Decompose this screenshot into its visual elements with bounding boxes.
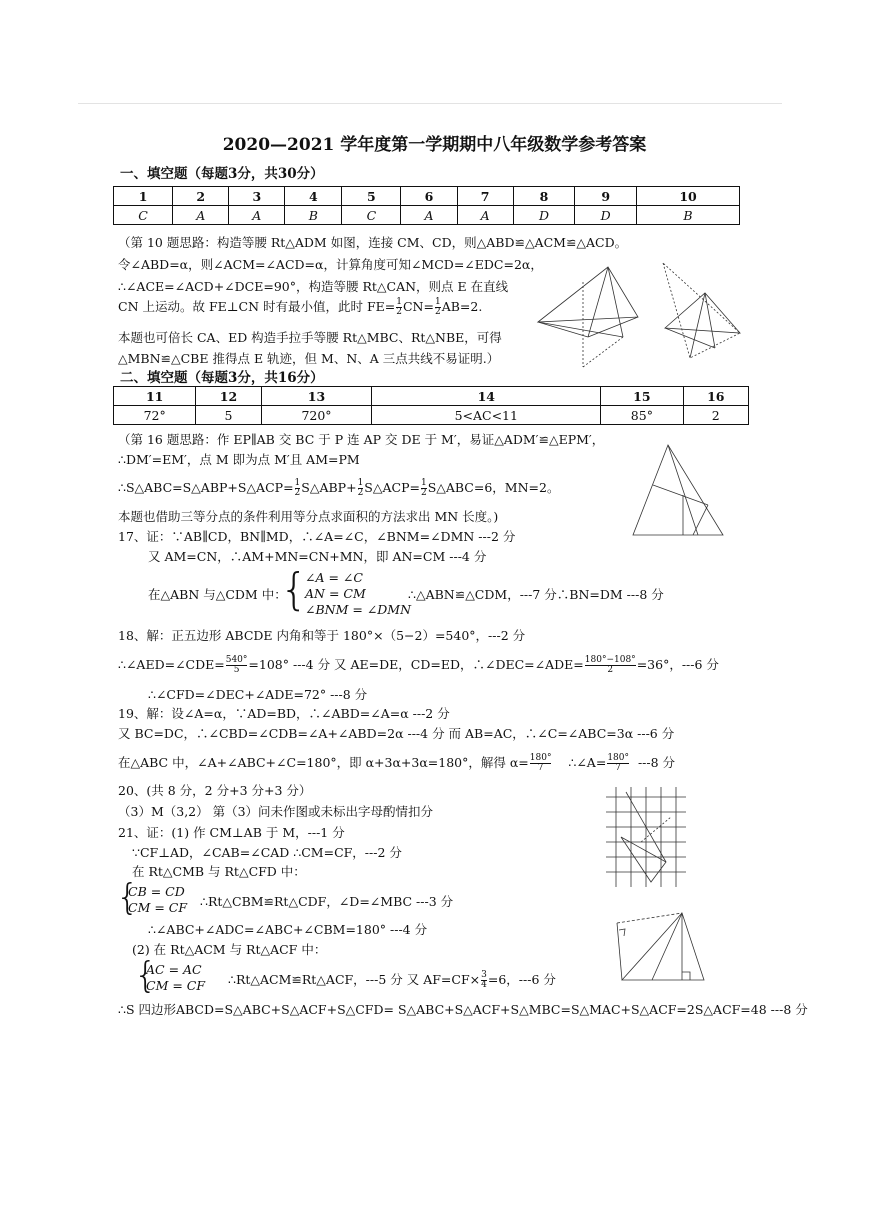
q-num: 3 <box>229 187 285 206</box>
q19-line3: 在△ABC 中，∠A+∠ABC+∠C=180°，即 α+3α+3α=180°，解得 α= $\frac{180^\circ}{7}$ ∴∠A= $\frac{180^\circ}{7}$ ---8 分 <box>118 753 676 773</box>
q-answer: 5<AC<11 <box>372 406 601 425</box>
note-10-line2: 令∠ABD=α，则∠ACM=∠ACD=α，计算角度可知∠MCD=∠EDC=2α， <box>118 257 543 272</box>
q21-line7: ∴Rt△ACM≌Rt△ACF，---5 分 又 AF=CF× $\frac{3}{4}$ =6，---6 分 <box>228 970 556 990</box>
note-10-line4: CN 上运动。故 FE⊥CN 时有最小值，此时 FE= $\frac{1}{2}$ CN= $\frac{1}{2}$ AB=2. <box>118 297 483 317</box>
q17-line3a: 在△ABN 与△CDM 中： <box>148 587 287 602</box>
q17-line1: 17、证：∵AB∥CD，BN∥MD，∴∠A=∠C，∠BNM=∠DMN ---2 分 <box>118 529 516 544</box>
q21-line1: 21、证：(1) 作 CM⊥AB 于 M，---1 分 <box>118 825 345 840</box>
figure-q20-grid <box>606 787 686 887</box>
q-num: 5 <box>342 187 401 206</box>
q21-line2: ∵CF⊥AD，∠CAB=∠CAD ∴CM=CF，---2 分 <box>132 845 402 860</box>
q-num: 9 <box>575 187 637 206</box>
note-16-line4: 本题也借助三等分点的条件利用等分点求面积的方法求出 MN 长度。) <box>118 509 499 524</box>
q21-line3: 在 Rt△CMB 与 Rt△CFD 中： <box>132 864 306 879</box>
answer-table-2 <box>113 386 749 425</box>
q-num: 16 <box>683 387 748 406</box>
q17-line3b: ∴△ABN≌△CDM，---7 分∴BN=DM ---8 分 <box>408 587 664 602</box>
q-num: 15 <box>601 387 683 406</box>
q-answer: 2 <box>683 406 748 425</box>
q-answer: 5 <box>196 406 261 425</box>
note-16-line3: ∴S△ABC=S△ABP+S△ACP= $\frac{1}{2}$ S△ABP+ $\frac{1}{2}$ S△ACP= $\frac{1}{2}$ S△ABC=6，MN=2。 <box>118 478 560 498</box>
q-num: 1 <box>114 187 173 206</box>
q-answer: C <box>342 206 401 225</box>
note-10-line5: 本题也可倍长 CA、ED 构造手拉手等腰 Rt△MBC、Rt△NBE，可得 <box>118 330 502 345</box>
top-rule <box>78 103 782 104</box>
q-num: 6 <box>401 187 457 206</box>
q21-system2: AC = AC CM = CF <box>146 962 206 993</box>
section-2-heading: 二、填空题（每题3分，共16分） <box>120 370 324 386</box>
answer-table-1 <box>113 186 740 225</box>
q-num: 13 <box>261 387 372 406</box>
brace: { <box>280 564 308 615</box>
q21-line8: ∴S 四边形ABCD=S△ABC+S△ACF+S△CFD= S△ABC+S△ACF+S△MBC=S△MAC+S△ACF=2S△ACF=48 ---8 分 <box>118 1002 808 1017</box>
figure-q10-a <box>528 262 648 372</box>
note-10-line1: （第 10 题思路：构造等腰 Rt△ADM 如图，连接 CM、CD，则△ABD≌△ACM≌△ACD。 <box>118 235 628 250</box>
q19-line2: 又 BC=DC，∴∠CBD=∠CDB=∠A+∠ABD=2α ---4 分 而 AB=AC，∴∠C=∠ABC=3α ---6 分 <box>118 726 675 741</box>
figure-q21 <box>612 908 712 988</box>
q-answer: 85° <box>601 406 683 425</box>
figure-q16 <box>628 440 728 540</box>
q21-line6: (2) 在 Rt△ACM 与 Rt△ACF 中： <box>132 942 327 957</box>
q21-line5: ∴∠ABC+∠ADC=∠ABC+∠CBM=180° ---4 分 <box>148 922 428 937</box>
q20-line2: （3）M（3,2） 第（3）问未作图或未标出字母酌情扣分 <box>118 804 434 819</box>
q-num: 14 <box>372 387 601 406</box>
q19-line1: 19、解：设∠A=α，∵AD=BD，∴∠ABD=∠A=α ---2 分 <box>118 706 450 721</box>
q20-line1: 20、(共 8 分，2 分+3 分+3 分） <box>118 783 312 798</box>
q-answer: B <box>285 206 342 225</box>
q-answer: C <box>114 206 173 225</box>
q18-line2: ∴∠AED=∠CDE= $\frac{540^\circ}{5}$ =108° ---4 分 又 AE=DE，CD=ED，∴∠DEC=∠ADE= $\frac{180^\circ-108^\circ}{2}$ =36°，---6 分 <box>118 655 719 675</box>
brace: { <box>134 955 157 996</box>
figure-q10-b <box>655 258 745 373</box>
page-title: 2020—2021 学年度第一学期期中八年级数学参考答案 <box>222 135 647 155</box>
q-answer: A <box>457 206 513 225</box>
q-answer: D <box>575 206 637 225</box>
note-10-line6: △MBN≌△CBE 推得点 E 轨迹，但 M、N、A 三点共线不易证明.） <box>118 351 500 366</box>
note-16-line1: （第 16 题思路：作 EP∥AB 交 BC 于 P 连 AP 交 DE 于 M′，易证△ADM′≌△EPM′， <box>118 432 605 447</box>
q-answer: A <box>173 206 229 225</box>
q-answer: 720° <box>261 406 372 425</box>
q-answer: A <box>401 206 457 225</box>
q18-line1: 18、解：正五边形 ABCDE 内角和等于 180°×（5−2）=540°，---2 分 <box>118 628 526 643</box>
q-num: 7 <box>457 187 513 206</box>
q-num: 4 <box>285 187 342 206</box>
q-answer: A <box>229 206 285 225</box>
q17-system: ∠A = ∠C AN = CM ∠BNM = ∠DMN <box>305 570 412 617</box>
q-num: 10 <box>637 187 740 206</box>
section-1-heading: 一、填空题（每题3分，共30分） <box>120 166 324 182</box>
brace: { <box>116 877 139 918</box>
q-num: 8 <box>513 187 575 206</box>
q21-line4: ∴Rt△CBM≌Rt△CDF，∠D=∠MBC ---3 分 <box>200 894 454 909</box>
q21-system1: CB = CD CM = CF <box>128 884 188 915</box>
q-num: 12 <box>196 387 261 406</box>
q-num: 2 <box>173 187 229 206</box>
q18-line3: ∴∠CFD=∠DEC+∠ADE=72° ---8 分 <box>148 687 368 702</box>
q-answer: B <box>637 206 740 225</box>
note-10-line3: ∴∠ACE=∠ACD+∠DCE=90°，构造等腰 Rt△CAN，则点 E 在直线 <box>118 279 509 294</box>
q17-line2: 又 AM=CN，∴AM+MN=CN+MN，即 AN=CM ---4 分 <box>148 549 487 564</box>
q-answer: D <box>513 206 575 225</box>
q-num: 11 <box>114 387 196 406</box>
q-answer: 72° <box>114 406 196 425</box>
note-16-line2: ∴DM′=EM′，点 M 即为点 M′且 AM=PM <box>118 452 360 467</box>
